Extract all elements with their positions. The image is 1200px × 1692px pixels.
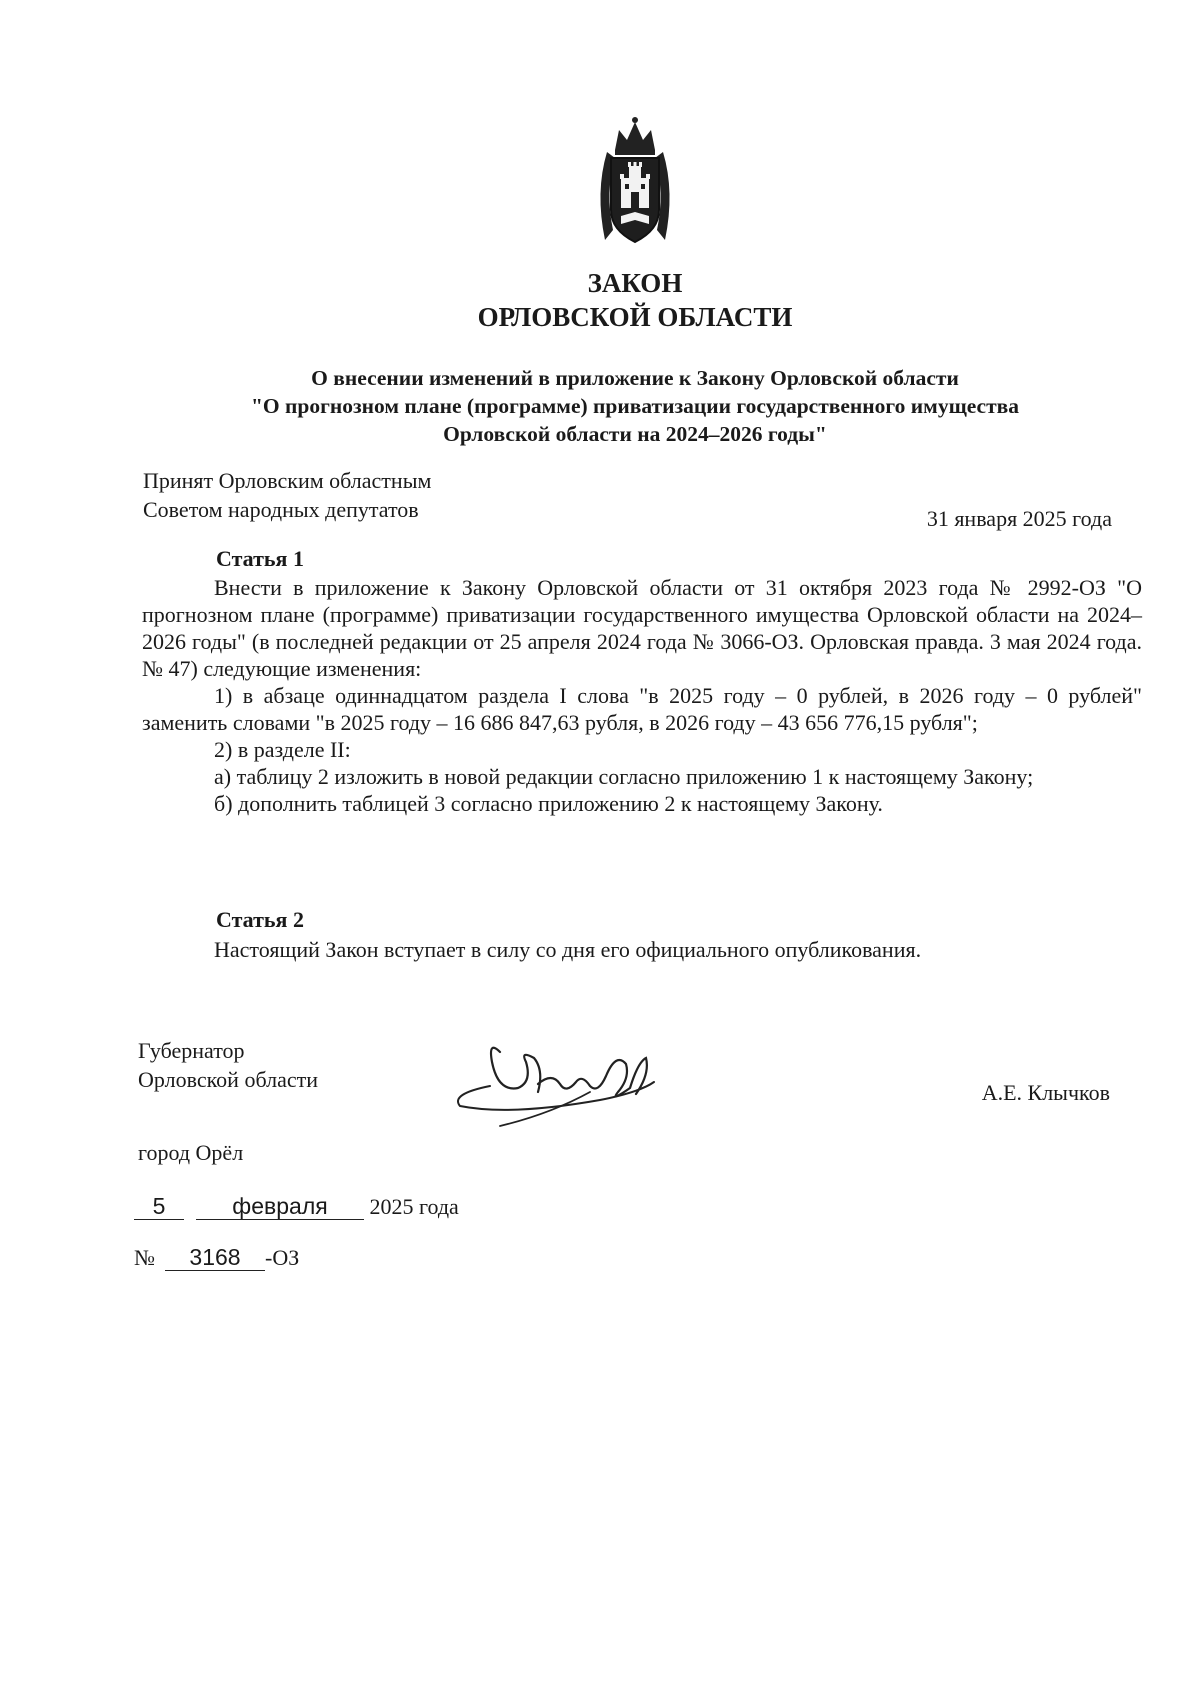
signing-day: 5 <box>134 1193 184 1220</box>
governor-name: А.Е. Клычков <box>981 1080 1110 1105</box>
governor-title <box>138 1036 318 1094</box>
signing-date <box>134 1192 459 1221</box>
article-1-item-2a: а) таблицу 2 изложить в новой редакции согласно приложению 1 к настоящему Закону; <box>214 764 1034 789</box>
article-1-intro: Внести в приложение к Закону Орловской области от 31 октября 2023 года № 2992-ОЗ "О прогнозном плане (программе) приватизации государственного имущества Орловской области на 2024–2026 годы" (в последней редакции от 25 апреля 2024 года № 3066-ОЗ. Орловская правда. 3 мая 2024 года. № 47) следующие изменения: <box>142 575 1142 681</box>
law-heading-line2: ОРЛОВСКОЙ ОБЛАСТИ <box>477 302 793 332</box>
law-number-value: 3168 <box>165 1244 265 1271</box>
signing-place: город Орёл <box>138 1140 244 1165</box>
law-heading <box>0 266 1200 334</box>
adoption-note <box>143 466 431 524</box>
law-number-prefix: № <box>134 1245 155 1270</box>
article-1-heading: Статья 1 <box>216 546 304 571</box>
governor-title-line2: Орловской области <box>138 1067 318 1092</box>
governor-signature <box>440 1022 670 1132</box>
article-2-heading: Статья 2 <box>216 907 304 932</box>
article-2-body <box>142 936 1142 963</box>
adoption-date: 31 января 2025 года <box>926 506 1112 531</box>
law-number <box>134 1243 299 1272</box>
law-number-suffix: -ОЗ <box>265 1245 300 1270</box>
article-1-item-2b: б) дополнить таблицей 3 согласно приложению 2 к настоящему Закону. <box>214 791 883 816</box>
coat-of-arms-icon <box>585 112 685 252</box>
law-title-line1: О внесении изменений в приложение к Закону Орловской области <box>311 366 959 390</box>
law-title-line3: Орловской области на 2024–2026 годы" <box>443 422 827 446</box>
law-heading-line1: ЗАКОН <box>587 268 683 298</box>
signing-year: 2025 года <box>369 1194 459 1219</box>
governor-title-line1: Губернатор <box>138 1038 245 1063</box>
article-1-body <box>142 574 1142 817</box>
article-1-item-1: 1) в абзаце одиннадцатом раздела I слова "в 2025 году – 0 рублей, в 2026 году – 0 рублей" заменить словами "в 2025 году – 16 686 847,63 рубля, в 2026 году – 43 656 776,15 рубля"; <box>142 683 1142 735</box>
law-title-line2: "О прогнозном плане (программе) приватизации государственного имущества <box>251 394 1019 418</box>
signing-month: февраля <box>196 1193 364 1220</box>
article-1-item-2: 2) в разделе II: <box>214 737 351 762</box>
article-2-text: Настоящий Закон вступает в силу со дня его официального опубликования. <box>214 937 922 962</box>
law-title <box>0 364 1200 448</box>
adoption-line2: Советом народных депутатов <box>143 497 419 522</box>
adoption-line1: Принят Орловским областным <box>143 468 432 493</box>
